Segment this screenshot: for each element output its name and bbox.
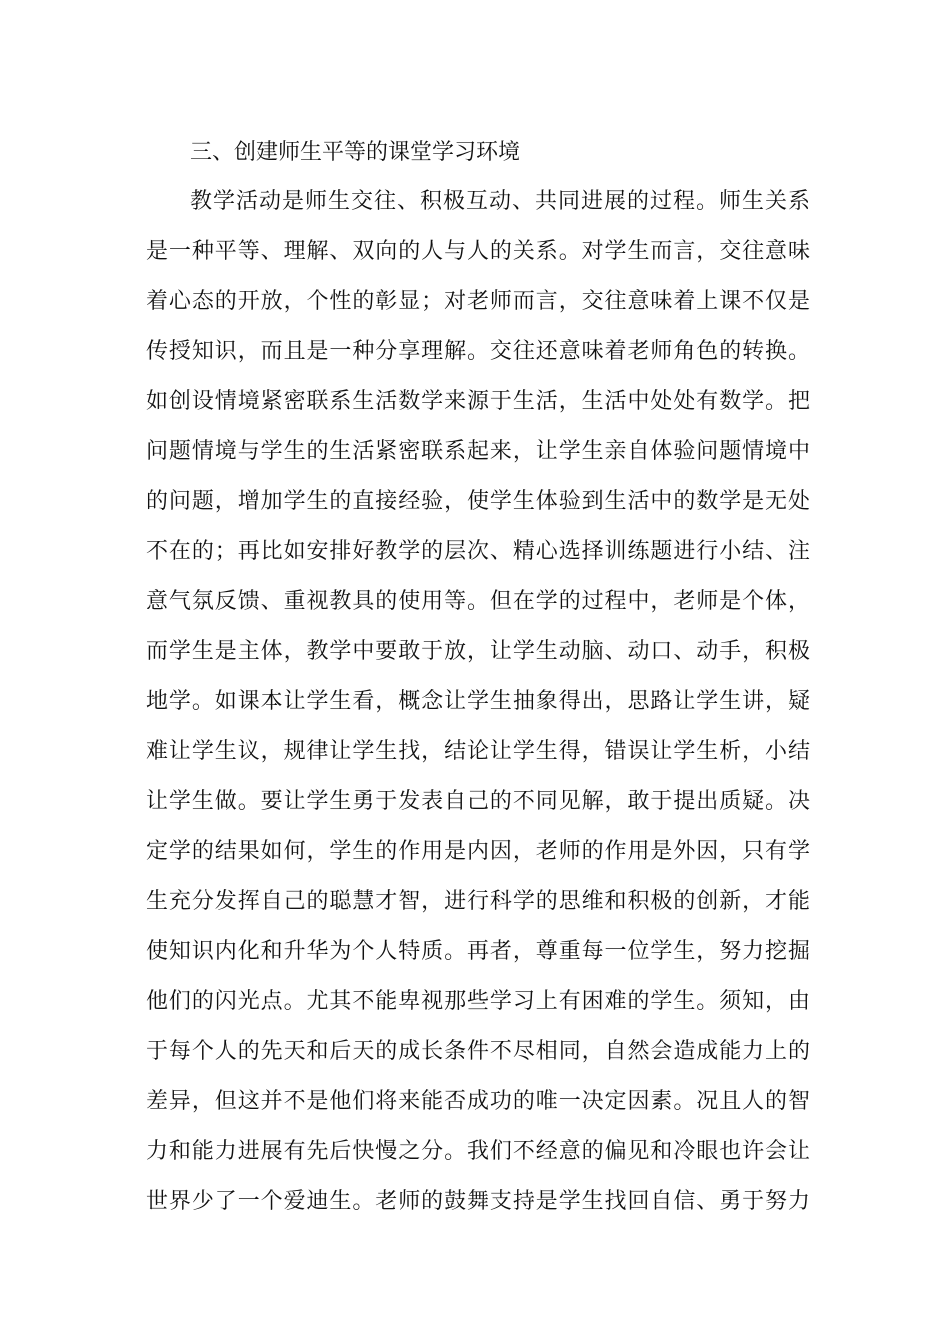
paragraph-line: 力和能力进展有先后快慢之分。我们不经意的偏见和冷眼也许会让 bbox=[146, 1139, 810, 1164]
paragraph-line: 传授知识，而且是一种分享理解。交往还意味着老师角色的转换。 bbox=[146, 339, 810, 364]
paragraph-line: 使知识内化和升华为个人特质。再者，尊重每一位学生，努力挖掘 bbox=[146, 939, 810, 964]
paragraph-line: 是一种平等、理解、双向的人与人的关系。对学生而言，交往意味 bbox=[146, 239, 810, 264]
paragraph-line: 的问题，增加学生的直接经验，使学生体验到生活中的数学是无处 bbox=[146, 489, 810, 514]
paragraph-line: 着心态的开放，个性的彰显；对老师而言，交往意味着上课不仅是 bbox=[146, 289, 810, 314]
body-paragraph bbox=[146, 182, 810, 1232]
paragraph-line: 于每个人的先天和后天的成长条件不尽相同，自然会造成能力上的 bbox=[146, 1039, 810, 1064]
paragraph-line: 难让学生议，规律让学生找，结论让学生得，错误让学生析，小结 bbox=[146, 739, 810, 764]
paragraph-line: 生充分发挥自己的聪慧才智，进行科学的思维和积极的创新，才能 bbox=[146, 889, 810, 914]
paragraph-line: 世界少了一个爱迪生。老师的鼓舞支持是学生找回自信、勇于努力 bbox=[146, 1189, 810, 1214]
paragraph-line: 差异，但这并不是他们将来能否成功的唯一决定因素。况且人的智 bbox=[146, 1089, 810, 1114]
paragraph-line: 不在的；再比如安排好教学的层次、精心选择训练题进行小结、注 bbox=[146, 539, 810, 564]
paragraph-line: 定学的结果如何，学生的作用是内因，老师的作用是外因，只有学 bbox=[146, 839, 810, 864]
paragraph-line: 教学活动是师生交往、积极互动、共同进展的过程。师生关系 bbox=[190, 189, 810, 214]
paragraph-line: 问题情境与学生的生活紧密联系起来，让学生亲自体验问题情境中 bbox=[146, 439, 810, 464]
section-heading: 三、创建师生平等的课堂学习环境 bbox=[190, 140, 521, 165]
paragraph-line: 让学生做。要让学生勇于发表自己的不同见解，敢于提出质疑。决 bbox=[146, 789, 810, 814]
paragraph-line: 如创设情境紧密联系生活数学来源于生活，生活中处处有数学。把 bbox=[146, 389, 810, 414]
paragraph-line: 他们的闪光点。尤其不能卑视那些学习上有困难的学生。须知，由 bbox=[146, 989, 810, 1014]
paragraph-line: 意气氛反馈、重视教具的使用等。但在学的过程中，老师是个体， bbox=[146, 589, 810, 614]
paragraph-line: 地学。如课本让学生看，概念让学生抽象得出，思路让学生讲，疑 bbox=[146, 689, 810, 714]
paragraph-line: 而学生是主体，教学中要敢于放，让学生动脑、动口、动手，积极 bbox=[146, 639, 810, 664]
